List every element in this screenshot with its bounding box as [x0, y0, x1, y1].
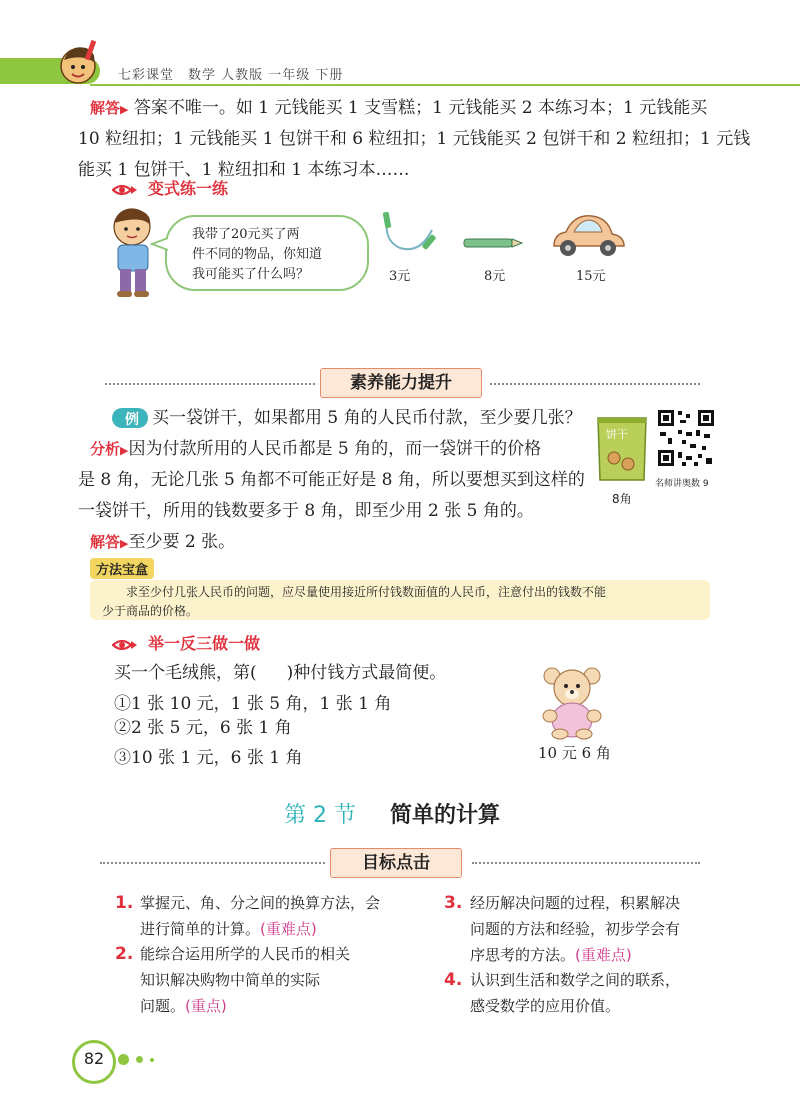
bubble-line-3: 我可能买了什么吗？	[192, 267, 310, 282]
goal-1	[140, 890, 430, 942]
practice-question	[114, 658, 534, 689]
goal-4	[470, 967, 740, 1019]
teddy-bear-illustration	[536, 664, 608, 740]
header-rule	[90, 84, 800, 86]
arrow-icon: ▶	[120, 103, 129, 116]
answer2-label: 解答	[90, 533, 121, 551]
page-dot-2	[136, 1056, 143, 1063]
goal-3-line-2: 问题的方法和经验，初步学会有	[470, 920, 681, 938]
method-tag: 方法宝盒	[90, 558, 154, 579]
goal-3-line-1: 经历解决问题的过程，积累解决	[470, 894, 681, 912]
bubble-line-1: 我带了20元买了两	[192, 227, 300, 242]
section-divider-right	[490, 383, 700, 385]
analysis-label: 分析	[90, 440, 121, 458]
answer2-text: 至少要 2 张。	[128, 532, 236, 552]
bubble-line-2: 件不同的物品，你知道	[192, 247, 323, 262]
header-title: 七彩课堂 数学 人教版 一年级 下册	[118, 68, 344, 83]
price-pen: 8元	[484, 269, 506, 284]
analysis-line-2: 是 8 角，无论几张 5 角都不可能正好是 8 角，所以要想买到这样的	[78, 470, 585, 490]
price-rope: 3元	[389, 269, 411, 284]
eye-bullet-icon	[112, 638, 138, 652]
section-divider-left	[105, 383, 315, 385]
chapter-title: 简单的计算	[390, 803, 501, 828]
goal-1-line-1: 掌握元、角、分之间的换算方法，会	[140, 894, 381, 912]
goal-2-line-1: 能综合运用所学的人民币的相关	[140, 945, 351, 963]
analysis-line-3: 一袋饼干，所用的钱数要多于 8 角，即至少用 2 张 5 角的。	[78, 501, 534, 521]
qr-code[interactable]	[656, 408, 716, 468]
chapter-number: 第 2 节	[284, 803, 356, 828]
goal-3	[470, 890, 740, 968]
goal-2-tag: (重点)	[185, 997, 227, 1015]
goal-1-number: 1.	[115, 893, 134, 913]
option-3: ③10 张 1 元，6 张 1 角	[114, 748, 303, 768]
goal-3-line-3: 序思考的方法。	[470, 946, 576, 964]
cookie-bag-text: 饼干	[606, 428, 628, 441]
bear-price: 10 元 6 角	[538, 744, 611, 762]
answer-line-2: 10 粒纽扣；1 元钱能买 1 包饼干和 6 粒纽扣；1 元钱能买 2 包饼干和 2 粒纽扣；1 元钱	[78, 129, 751, 149]
option-1: ①1 张 10 元，1 张 5 角，1 张 1 角	[114, 694, 392, 714]
answer-block	[90, 93, 790, 125]
answer-line-3: 能买 1 包饼干、1 粒纽扣和 1 本练习本……	[78, 160, 410, 180]
goal-3-tag: (重难点)	[575, 946, 632, 964]
goal-4-number: 4.	[444, 970, 463, 990]
answer-line-1: 答案不唯一。如 1 元钱能买 1 支雪糕；1 元钱能买 2 本练习本；1 元钱能买	[133, 98, 708, 118]
page-number: 82	[83, 1049, 105, 1068]
goal-2-line-2: 知识解决购物中简单的实际	[140, 971, 321, 989]
eye-bullet-icon	[112, 183, 138, 197]
goal-1-line-2: 进行简单的计算。	[140, 920, 261, 938]
cookie-bag-price: 8角	[612, 492, 632, 506]
goal-4-line-2: 感受数学的应用价值。	[470, 997, 621, 1015]
jump-rope-icon	[380, 210, 440, 260]
boy-illustration	[102, 205, 166, 303]
page-dot-1	[118, 1054, 129, 1065]
price-car: 15元	[576, 269, 606, 284]
goals-title-badge: 目标点击	[330, 848, 462, 878]
goal-2	[140, 941, 430, 1019]
goal-4-line-1: 认识到生活和数学之间的联系，	[470, 971, 681, 989]
example-question: 买一袋饼干，如果都用 5 角的人民币付款，至少要几张？	[152, 408, 582, 428]
goals-divider-left	[100, 862, 325, 864]
practice-question-b: )种付钱方式最简便。	[286, 663, 447, 683]
method-line-1: 求至少付几张人民币的问题，应尽量使用接近所付钱数面值的人民币，注意付出的钱数不能	[126, 585, 607, 599]
goal-1-tag: (重难点)	[260, 920, 317, 938]
practice-heading: 举一反三做一做	[148, 634, 261, 653]
qr-caption: 名师讲奥数 9	[655, 479, 709, 489]
cookie-bag-icon	[594, 414, 650, 484]
toy-car-icon	[548, 208, 628, 260]
bubble-tail	[150, 236, 170, 252]
option-2: ②2 张 5 元，6 张 1 角	[114, 718, 292, 738]
goal-2-number: 2.	[115, 944, 134, 964]
practice-question-a: 买一个毛绒熊，第(	[114, 663, 257, 683]
method-line-2: 少于商品的价格。	[102, 604, 199, 618]
variant-heading: 变式练一练	[148, 179, 229, 198]
section-title-badge: 素养能力提升	[320, 368, 482, 398]
arrow-icon: ▶	[120, 444, 129, 457]
analysis-line-1: 因为付款所用的人民币都是 5 角的，而一袋饼干的价格	[128, 439, 542, 459]
page-dot-3	[150, 1058, 154, 1062]
goals-divider-right	[472, 862, 700, 864]
bubble-text	[192, 225, 357, 285]
pen-icon	[462, 234, 524, 252]
goal-3-number: 3.	[444, 893, 463, 913]
mascot-pencil-icon	[52, 38, 104, 90]
arrow-icon: ▶	[120, 537, 129, 550]
answer-label: 解答	[90, 99, 121, 117]
example-label: 例	[125, 412, 139, 428]
goal-2-line-3: 问题。	[140, 997, 186, 1015]
method-text	[102, 583, 702, 621]
